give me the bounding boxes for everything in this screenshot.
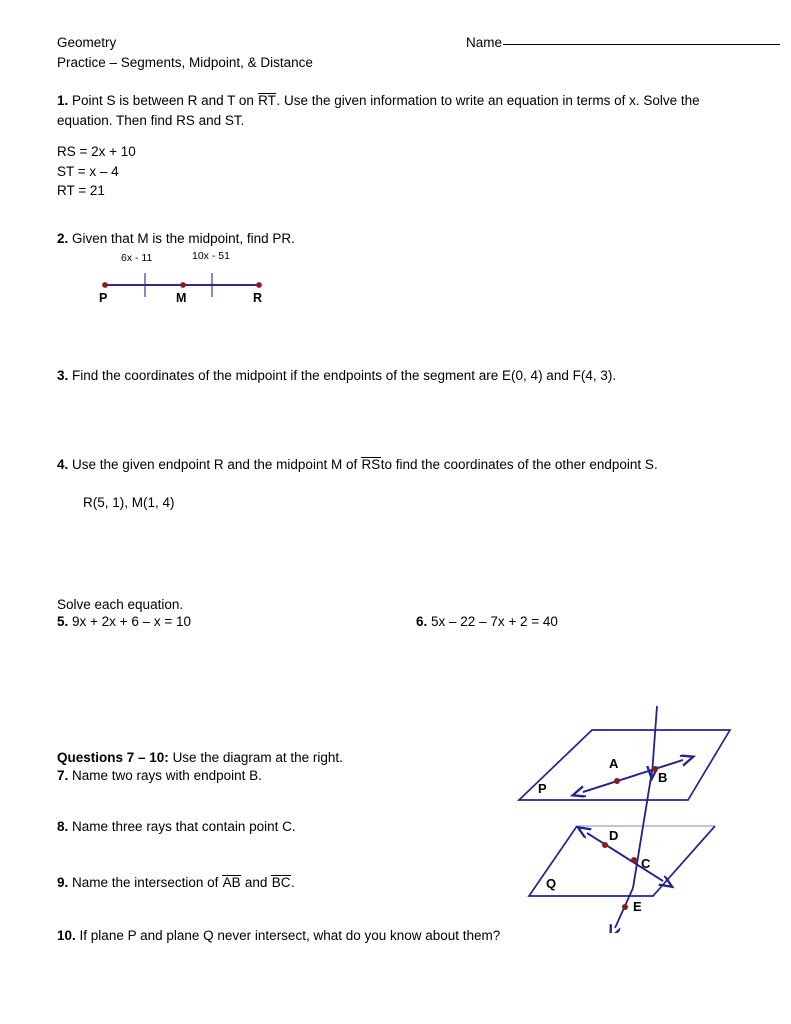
point-label-b: B <box>658 770 668 785</box>
question-4 <box>57 455 757 475</box>
segment-rs-overline: RS <box>361 457 381 472</box>
question-9 <box>57 873 457 893</box>
numberline-expression-right: 10x - 51 <box>192 250 230 262</box>
question-1-text-before: Point S is between R and T on <box>72 93 254 108</box>
question-5-number: 5. <box>57 614 69 629</box>
question-2-text: Given that M is the midpoint, find PR. <box>72 231 295 246</box>
numberline-label-m: M <box>176 291 187 305</box>
point-d-dot <box>602 842 608 848</box>
plane-label-p: P <box>538 781 547 796</box>
plane-q-parallelogram <box>529 826 715 896</box>
numberline-label-r: R <box>253 291 263 305</box>
given-rt: RT = 21 <box>57 183 105 198</box>
name-field[interactable] <box>466 33 780 53</box>
question-9-number: 9. <box>57 875 69 890</box>
ray-dc-upper-arrow <box>587 833 663 881</box>
question-3 <box>57 366 757 386</box>
ray-ab-left-arrow <box>583 760 683 792</box>
numberline-point-m <box>180 282 186 288</box>
question-2-number: 2. <box>57 231 69 246</box>
plane-p-parallelogram <box>519 730 730 800</box>
question-8-text: Name three rays that contain point C. <box>72 819 296 834</box>
question-4-number: 4. <box>57 457 69 472</box>
segment-ab-overline: AB <box>222 875 241 890</box>
number-line-diagram <box>92 252 292 310</box>
questions-7-10-instruction: Use the diagram at the right. <box>172 750 343 765</box>
question-1-text-after: . Use the given information to write an equation in terms of x. Solve the equation. Then find RS and ST. <box>57 93 700 128</box>
worksheet-subtitle: Practice – Segments, Midpoint, & Distance <box>57 55 313 70</box>
question-6-text: 5x – 22 – 7x + 2 = 40 <box>431 614 558 629</box>
question-10-number: 10. <box>57 928 76 943</box>
point-label-c: C <box>641 856 651 871</box>
numberline-expression-left: 6x - 11 <box>121 252 153 264</box>
segment-rt-overline: RT <box>258 93 276 108</box>
vertical-line-upper-arrow <box>653 706 658 768</box>
planes-diagram-svg <box>505 688 775 933</box>
numberline-label-p: P <box>99 291 108 305</box>
question-10-text: If plane P and plane Q never intersect, what do you know about them? <box>79 928 501 943</box>
point-label-a: A <box>609 756 619 771</box>
question-2 <box>57 229 477 249</box>
given-rs: RS = 2x + 10 <box>57 144 136 159</box>
numberline-point-p <box>102 282 108 288</box>
point-c-dot <box>631 857 637 863</box>
point-e-dot <box>622 904 628 910</box>
point-a-dot <box>614 778 620 784</box>
question-6 <box>416 612 558 632</box>
question-4-text-after: to find the coordinates of the other endpoint S. <box>380 457 658 472</box>
plane-label-q: Q <box>546 876 557 891</box>
question-3-text: Find the coordinates of the midpoint if the endpoints of the segment are E(0, 4) and F(4, 3). <box>72 368 617 383</box>
course-title: Geometry <box>57 35 117 50</box>
question-4-text-before: Use the given endpoint R and the midpoint M of <box>72 457 358 472</box>
planes-diagram <box>505 688 775 933</box>
name-label: Name <box>466 35 503 50</box>
question-3-number: 3. <box>57 368 69 383</box>
question-1-given-values <box>57 142 357 201</box>
solve-each-equation-heading: Solve each equation. <box>57 597 184 612</box>
question-7-text: Name two rays with endpoint B. <box>72 768 262 783</box>
question-5 <box>57 612 191 632</box>
question-5-text: 9x + 2x + 6 – x = 10 <box>72 614 191 629</box>
question-1 <box>57 91 747 130</box>
question-7 <box>57 766 457 786</box>
point-label-e: E <box>633 899 642 914</box>
question-6-number: 6. <box>416 614 428 629</box>
worksheet-header <box>57 33 313 73</box>
questions-7-10-label: Questions 7 – 10: <box>57 750 169 765</box>
question-9-text-middle: and <box>244 875 268 890</box>
segment-bc-overline: BC <box>271 875 291 890</box>
question-7-number: 7. <box>57 768 69 783</box>
numberline-point-r <box>256 282 262 288</box>
question-1-number: 1. <box>57 93 69 108</box>
question-9-text-before: Name the intersection of <box>72 875 219 890</box>
questions-7-10-heading <box>57 748 457 768</box>
name-blank-line[interactable] <box>503 44 780 45</box>
question-9-text-after: . <box>290 875 295 890</box>
given-st: ST = x – 4 <box>57 163 119 179</box>
question-8 <box>57 817 457 837</box>
point-label-d: D <box>609 828 619 843</box>
question-4-given-values: R(5, 1), M(1, 4) <box>83 495 175 510</box>
question-8-number: 8. <box>57 819 69 834</box>
